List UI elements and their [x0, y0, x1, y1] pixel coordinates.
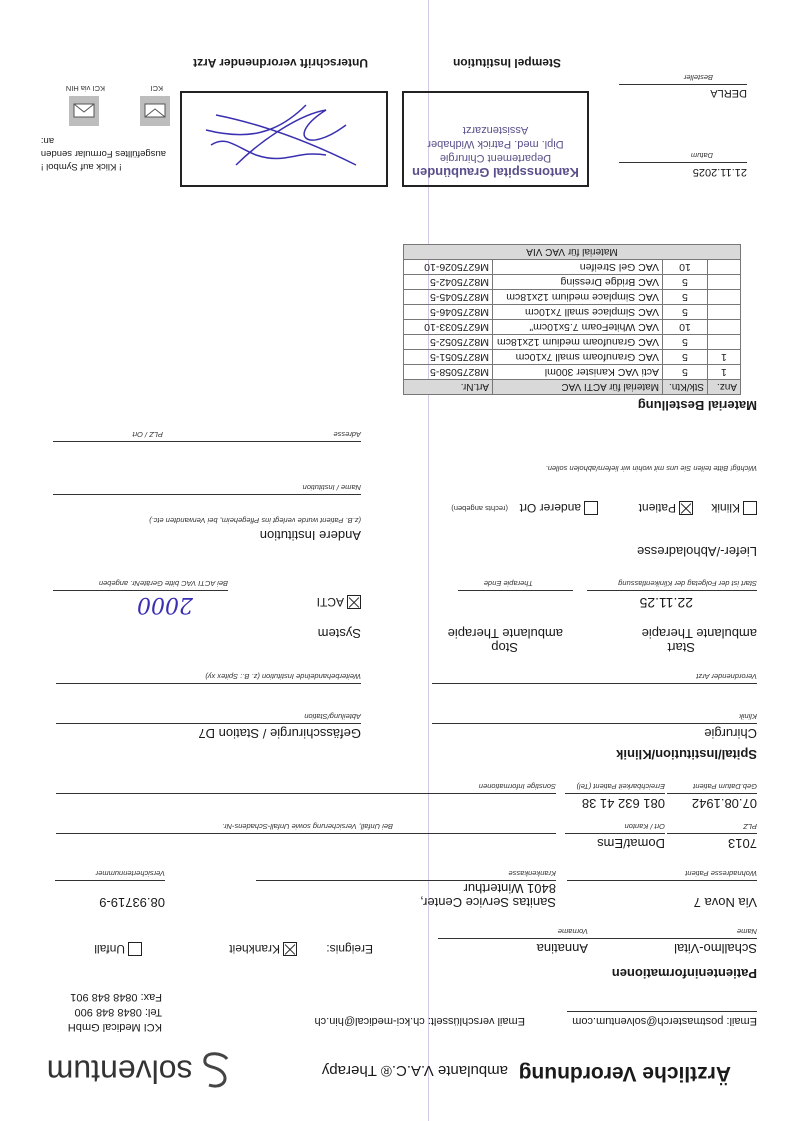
- versicherten-label: Versichertennummer: [95, 869, 165, 878]
- material-anz: [708, 290, 741, 305]
- acti-geraete-nr: 2000: [137, 592, 193, 617]
- start-line: [587, 590, 757, 591]
- send-text-3: an:: [40, 135, 55, 146]
- material-stk: 5: [663, 335, 708, 350]
- liefer-anderer-label: anderer Ort: [519, 501, 581, 515]
- liefer-anderer-checkbox[interactable]: [584, 501, 598, 515]
- start-subtitle: ambulante Therapie: [641, 626, 757, 641]
- datum-value: 21.11.2025: [692, 166, 747, 178]
- liefer-title: Liefer-/Abholadresse: [637, 544, 757, 559]
- material-anz: [708, 320, 741, 335]
- material-anz: 1: [708, 350, 741, 365]
- material-artnr: M8275058-5: [404, 365, 493, 380]
- material-stk: 10: [663, 260, 708, 275]
- geraete-line: [53, 590, 228, 591]
- andere-title: Andere Institution: [259, 528, 361, 543]
- liefer-name-label: Name / Institution: [302, 483, 361, 492]
- spital-section-title: Spital/Institution/Klinik: [616, 747, 757, 762]
- liefer-patient-checkbox[interactable]: [679, 501, 693, 515]
- material-artnr: M6275026-10: [404, 260, 493, 275]
- kci-mail-icon[interactable]: [140, 96, 170, 126]
- abteilung-line: [56, 723, 361, 724]
- material-row: [404, 305, 741, 320]
- material-name: VAC WhiteFoam 7.5x10cm": [493, 320, 663, 335]
- unfall-label: Unfall: [94, 942, 125, 956]
- material-name: VAC Simplace medium 12x18cm: [493, 290, 663, 305]
- company-fax: Fax: 0848 848 901: [70, 991, 162, 1003]
- material-anz: [708, 305, 741, 320]
- material-row: [404, 275, 741, 290]
- arzt-label: Verordnender Arzt: [696, 672, 757, 681]
- signature-box: [180, 91, 388, 187]
- ende-label: Therapie Ende: [483, 579, 533, 588]
- email-plain: Email: postmasterch@solventum.com: [572, 1015, 757, 1027]
- patient-ort: Domat/Ems: [597, 836, 665, 851]
- brand-logo: [47, 1051, 233, 1091]
- patient-vorname: Annatina: [536, 941, 588, 956]
- datum-label: Datum: [690, 151, 713, 160]
- email-encrypted: Email verschlüsselt: ch.kci-medical@hin.ch: [314, 1015, 525, 1027]
- signature-drawing: [182, 93, 386, 185]
- liefer-anderer-note: (rechts angeben): [451, 504, 508, 513]
- document-title: Ärztliche Verordnung: [518, 1062, 731, 1085]
- kasse-line: [256, 880, 556, 881]
- material-name: VAC Simplace small 7x10cm: [493, 305, 663, 320]
- tel-label: Erreichbarkeit Patient (Tel): [576, 782, 665, 791]
- material-anz: [708, 275, 741, 290]
- klinik-label: Klinik: [739, 712, 757, 721]
- patient-address: Via Nova 7: [693, 895, 757, 910]
- address-label: Wohnadresse Patient: [685, 869, 757, 878]
- material-anz: [708, 260, 741, 275]
- acti-label: ACTI: [316, 595, 344, 609]
- patient-plz: 7013: [728, 836, 757, 851]
- liefer-patient-label: Patient: [638, 501, 676, 515]
- company-name: KCI Medical GmbH: [67, 1021, 162, 1033]
- system-title: System: [317, 626, 361, 641]
- send-text-1: ! Klick auf Symbol !: [40, 161, 122, 172]
- material-artnr: M6275033-10: [404, 320, 493, 335]
- brand-logo-icon: [197, 1051, 233, 1091]
- sonstige-label: Sonstige Informationen: [478, 782, 556, 791]
- material-header-anz: Anz.: [708, 380, 741, 395]
- material-title: Material Bestellung: [637, 398, 757, 413]
- ende-line: [458, 590, 573, 591]
- stamp-text: [404, 123, 587, 179]
- material-artnr: M8275051-5: [404, 350, 493, 365]
- ort-line: [565, 833, 665, 834]
- wichtig-note: Wichtig! Bitte teilen Sie uns mit wohin wir liefern/abholen sollen.: [545, 464, 757, 473]
- material-artnr: M8275042-5: [404, 275, 493, 290]
- patient-section-title: Patienteninformationen: [611, 966, 757, 981]
- stempel-label: Stempel Institution: [453, 56, 561, 70]
- klinik-line: [432, 723, 757, 724]
- geb-line: [667, 793, 757, 794]
- besteller-label: Besteller: [683, 73, 713, 82]
- kci-icon-label: KCI: [150, 84, 163, 93]
- material-row: [404, 260, 741, 275]
- material-name: VAC Granufoam small 7x10cm: [493, 350, 663, 365]
- document-subtitle: ambulante V.A.C.® Therapy: [321, 1062, 508, 1079]
- ereignis-label: Ereignis:: [326, 942, 373, 956]
- krankheit-checkbox[interactable]: [283, 942, 297, 956]
- material-artnr: M8275045-5: [404, 290, 493, 305]
- spital-klinik: Chirurgie: [704, 726, 757, 741]
- material-row: [404, 350, 741, 365]
- material-row: [404, 290, 741, 305]
- krankheit-label: Krankheit: [229, 942, 280, 956]
- vorname-line: [438, 938, 588, 939]
- besteller-value: DERLA: [710, 87, 747, 99]
- material-stk: 5: [663, 305, 708, 320]
- material-header-artnr: Art.Nr.: [404, 380, 493, 395]
- material-anz: [708, 335, 741, 350]
- liefer-klinik-checkbox[interactable]: [743, 501, 757, 515]
- plz-line: [667, 833, 757, 834]
- ort-label: Ort / Kanton: [624, 822, 665, 831]
- company-tel: Tel: 0848 848 900: [74, 1006, 162, 1018]
- stamp-line-1: Departement Chirurgie: [439, 152, 552, 164]
- vorname-label: Vorname: [557, 927, 588, 936]
- material-name: VAC Bridge Dressing: [493, 275, 663, 290]
- email-underline: [567, 1011, 757, 1012]
- material-header-material: Material für ACTI VAC: [493, 380, 663, 395]
- liefer-klinik-label: Klinik: [711, 501, 740, 515]
- material-row: [404, 365, 741, 380]
- stamp-box: [402, 91, 589, 187]
- patient-name: Schallmo-Vital: [674, 941, 757, 956]
- acti-note: Bei ACTI VAC bitte GeräteNr. angeben: [98, 579, 228, 588]
- sonstige-line: [56, 793, 556, 794]
- acti-checkbox[interactable]: [347, 595, 361, 609]
- datum-line: [619, 162, 747, 163]
- krankenkasse-name: Sanitas Service Center,: [420, 895, 556, 910]
- stamp-title: Kantonsspital Graubünden: [412, 165, 579, 180]
- material-row: [404, 335, 741, 350]
- start-label: Start ist der Folgetag der Klinikentlassung: [618, 579, 757, 588]
- versicherten-nummer: 08.93719-9: [99, 895, 165, 910]
- weiter-label: Weiterbehandelnde Institution (z. B.: Spitex xy): [205, 672, 361, 681]
- liefer-adresse-line: [53, 441, 361, 442]
- material-header-row: [404, 380, 741, 395]
- material-name: Acti VAC Kanister 300ml: [493, 365, 663, 380]
- material-stk: 5: [663, 350, 708, 365]
- send-instructions: [41, 134, 166, 173]
- versicherten-line: [55, 880, 165, 881]
- abteilung-label: Abteilung/Station: [304, 712, 361, 721]
- stamp-line-2: Dipl. med. Patrick Widhaber: [427, 138, 564, 150]
- brand-name: solventum: [46, 1053, 193, 1090]
- kasse-label: Krankenkasse: [508, 869, 556, 878]
- address-line: [567, 880, 757, 881]
- patient-telefon: 081 632 41 38: [581, 796, 665, 811]
- weiter-line: [56, 683, 361, 684]
- material-footer-row: [404, 245, 741, 260]
- tel-line: [565, 793, 665, 794]
- krankenkasse-ort: 8401 Winterthur: [463, 881, 556, 896]
- geb-label: Geb.Datum Patient: [693, 782, 757, 791]
- stop-title: Stop: [491, 640, 518, 655]
- liefer-adresse-label: Adresse: [333, 430, 361, 439]
- liefer-plz-label: PLZ / Ort: [132, 430, 163, 439]
- unfall-info-line: [56, 833, 556, 834]
- spital-abteilung: Gefässchirurgie / Station D7: [198, 726, 361, 741]
- plz-label: PLZ: [743, 822, 757, 831]
- unfall-checkbox[interactable]: [128, 942, 142, 956]
- material-row: [404, 320, 741, 335]
- name-label: Name: [736, 927, 757, 936]
- material-name: VAC Granufoam medium 12x18cm: [493, 335, 663, 350]
- material-stk: 5: [663, 365, 708, 380]
- name-line: [587, 938, 757, 939]
- unterschrift-label: Unterschrift verordnender Arzt: [193, 56, 368, 70]
- material-anz: 1: [708, 365, 741, 380]
- start-title: Start: [667, 640, 695, 655]
- send-text-2: ausgefülltes Formular senden: [40, 148, 166, 159]
- material-stk: 5: [663, 275, 708, 290]
- stamp-line-3: Assistenzarzt: [462, 124, 529, 136]
- material-name: VAC Gel Streifen: [493, 260, 663, 275]
- material-artnr: M8275052-5: [404, 335, 493, 350]
- material-table: [403, 244, 741, 395]
- material-artnr: M8275046-5: [404, 305, 493, 320]
- besteller-line: [619, 84, 747, 85]
- kci-hin-icon[interactable]: [69, 96, 99, 126]
- material-stk: 10: [663, 320, 708, 335]
- patient-geburtsdatum: 07.08.1942: [691, 796, 757, 811]
- start-date: 22.11.25: [639, 595, 693, 611]
- liefer-name-line: [53, 494, 361, 495]
- material-footer: Material für VAC VIA: [404, 245, 741, 260]
- kci-hin-label: KCI via HIN: [65, 84, 105, 93]
- unfall-note-label: Bei Unfall, Versicherung sowie Unfall-Schadens-Nr.: [222, 822, 393, 831]
- material-stk: 5: [663, 290, 708, 305]
- material-header-stk: Stk/Ktn.: [663, 380, 708, 395]
- andere-note: (z.B. Patient wurde verlegt ins Pflegeheim, bei Verwandten etc.): [149, 516, 361, 525]
- arzt-line: [432, 683, 757, 684]
- stop-subtitle: ambulante Therapie: [447, 626, 563, 641]
